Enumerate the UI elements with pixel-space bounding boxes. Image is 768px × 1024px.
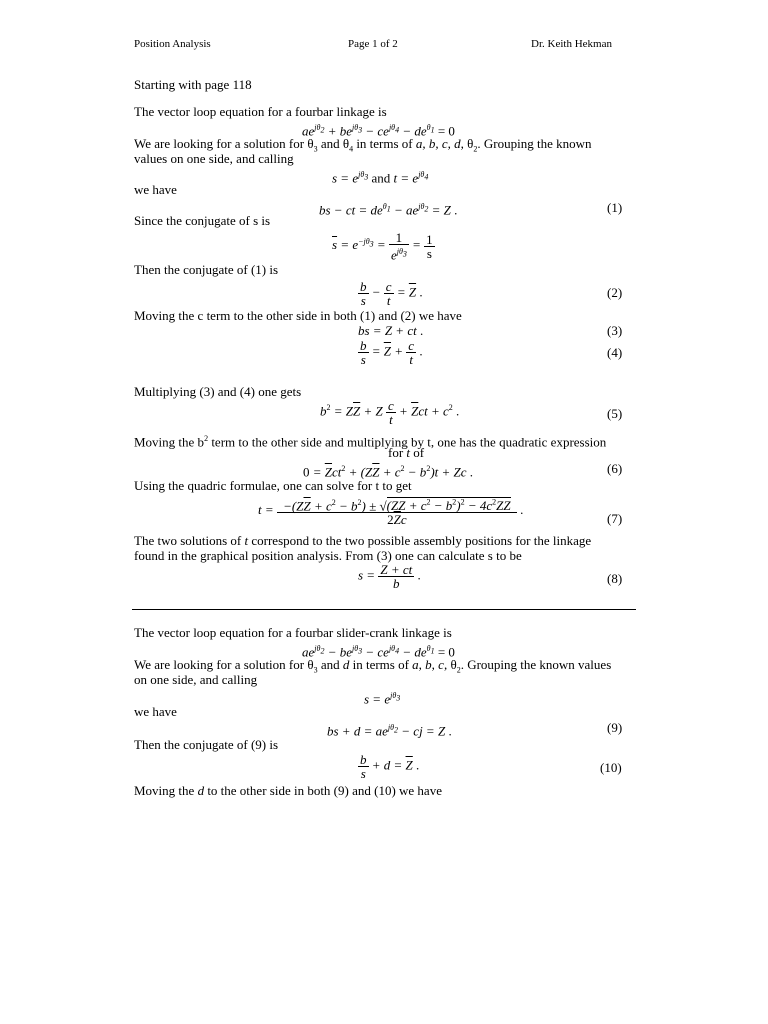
equation-9: bs + $d = ae^{j\theta_2}$ − cj = Z . [327,723,452,739]
header-left: Position Analysis [134,38,211,50]
found-graphical-line: found in the graphical position analysis. From (3) one can calculate s to be [134,548,522,563]
equation-4: $\frac{b}{s}$ = $\overline{Z}$ + $\frac{c}{t}$ . [360,338,423,367]
header-page-number: Page 1 of 2 [348,38,398,50]
equation-6: $0 = \overline{Z}ct^2 + (Z\overline{Z} + c^2 - b^2)t + Zc$ . [303,464,474,480]
equation-8: s = $\frac{Z + ct}{b}$ . [358,562,421,591]
equation-3: bs = Z + ct . [358,323,424,338]
equation-number-1: (1) [607,200,623,215]
values-line: values on one side, and calling [134,151,294,166]
equation-number-10: (10) [600,760,622,775]
equation-s-t-defs: $s = e^{j\theta_3}$ and $t = e^{j\theta_4}$ [332,170,429,186]
section-divider [132,609,636,610]
intro-fourbar: The vector loop equation for a fourbar linkage is [134,104,387,119]
moving-c-line: Moving the c term to the other side in both (1) and (2) we have [134,308,462,323]
equation-7: t = $\frac{-(Z\overline{Z} + c^2 - b^2) \pm √(Z\overline{Z} + c^2 - b^2)^2 - 4c^2Z\overline{Z}}{2\overline{Z}c}$ . [258,498,524,528]
equation-vector-loop: $ae^{j\theta_2} + be^{j\theta_3} - ce^{j\theta_4} - de^{\theta_1} = 0$ [302,123,455,139]
for-t-of-line: for t of [388,445,425,460]
start-page-line: Starting with page 118 [134,77,252,92]
equation-number-9: (9) [607,720,623,735]
using-quadric-line: Using the quadric formulae, one can solve for t to get [134,478,412,493]
looking-solution-line: We are looking for a solution for $\theta_3$ and $\theta_4$ in terms of a, b, c, d, $\theta_2$. Grouping the known [134,136,592,154]
two-solutions-line: The two solutions of t correspond to the two possible assembly positions for the linkage [134,533,592,548]
header-author: Dr. Keith Hekman [531,38,612,50]
intro-slider: The vector loop equation for a fourbar slider-crank linkage is [134,625,452,640]
equation-1: bs − ct = $de^{\theta_1} - ae^{j\theta_2} = Z$ . [319,202,458,218]
equation-number-2: (2) [607,285,623,300]
equation-number-5: (5) [607,406,623,421]
multiplying-line: Multiplying (3) and (4) one gets [134,384,302,399]
equation-slider-loop: $ae^{j\theta_2} - be^{j\theta_3} - ce^{j\theta_4} - de^{\theta_1} = 0$ [302,644,455,660]
equation-number-6: (6) [607,461,623,476]
equation-number-8: (8) [607,571,623,586]
equation-number-7: (7) [607,511,623,526]
equation-s-conj: $\overline{s} = e^{-j\theta_3}$ = $\frac{1}{e^{j\theta_3}}$ = $\frac{1}{s}$ [332,230,433,263]
we-have-2: we have [134,704,177,719]
moving-b2-line: Moving the $b^2$ term to the other side and multiplying by t, one has the quadratic expression [134,434,607,450]
equation-10: $\frac{b}{s}$ + $d = \overline{Z}$ . [360,752,420,781]
slider-looking-line: We are looking for a solution for $\theta_3$ and d in terms of a, b, c, $\theta_2$. Grouping the known values [134,657,612,675]
then-conj-1: Then the conjugate of (1) is [134,262,279,277]
we-have-1: we have [134,182,177,197]
equation-number-3: (3) [607,323,623,338]
equation-5: $b^2 = Z\overline{Z} + Z$ $\frac{c}{t}$ + $\overline{Z}ct + c^2$ . [320,398,460,427]
equation-number-4: (4) [607,345,623,360]
then-conj-9: Then the conjugate of (9) is [134,737,279,752]
equation-s-def-slider: $s = e^{j\theta_3}$ [364,691,401,707]
slider-on-side-line: on one side, and calling [134,672,258,687]
since-conj: Since the conjugate of s is [134,213,271,228]
moving-d-line: Moving the d to the other side in both (9) and (10) we have [134,783,442,798]
equation-2: $\frac{b}{s}$ − $\frac{c}{t}$ = $\overline{Z}$ . [360,279,423,308]
